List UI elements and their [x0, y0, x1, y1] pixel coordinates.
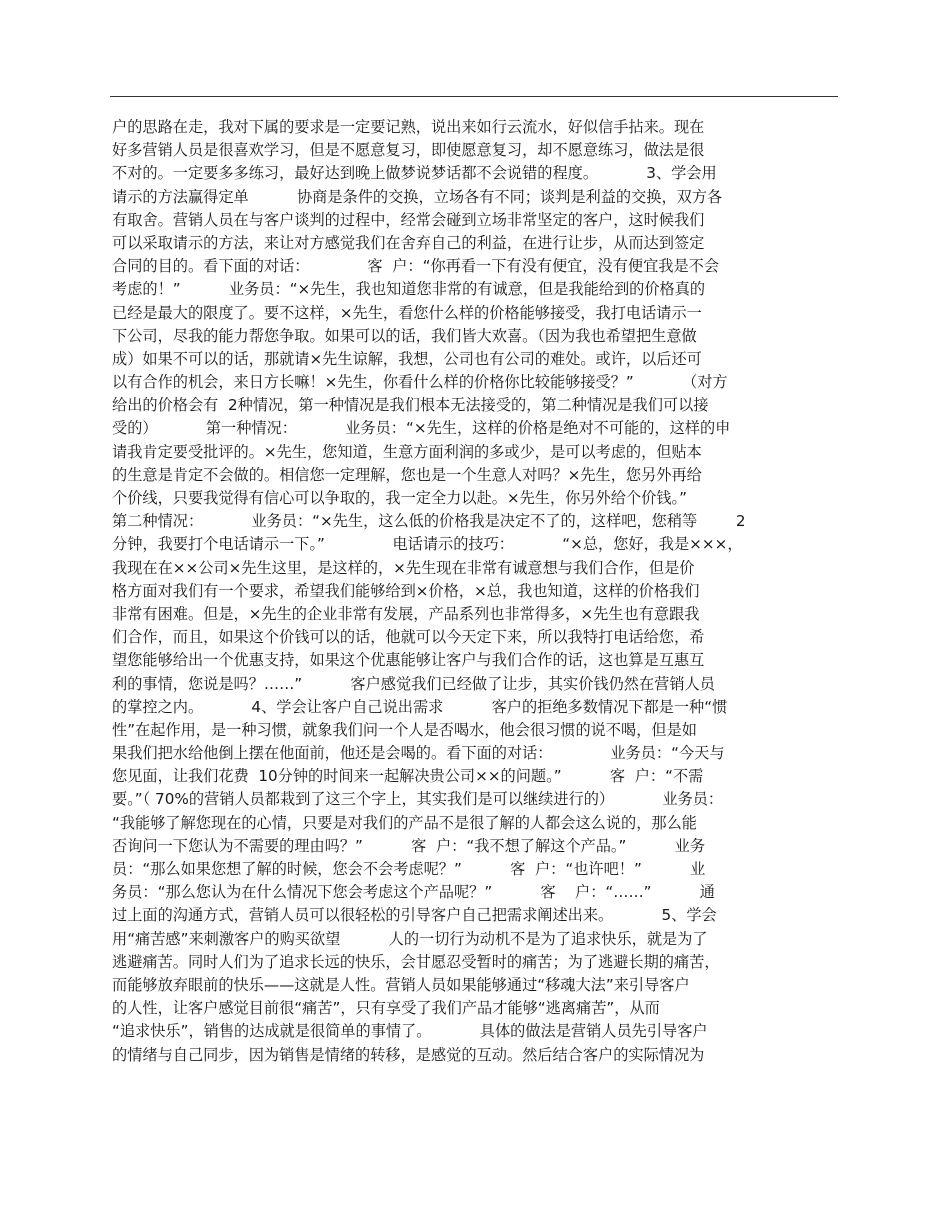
text-line: 的生意是肯定不会做的。相信您一定理解，您也是一个生意人对吗？×先生，您另外再给: [112, 465, 702, 484]
text-line: 给出的价格会有 2种情况，第一种情况是我们根本无法接受的，第二种情况是我们可以接: [112, 396, 709, 415]
text-line: 们合作，而且，如果这个价钱可以的话，他就可以今天定下来，所以我特打电话给您，希: [112, 628, 705, 647]
text-line: 否询问一下您认为不需要的理由吗？” 客 户：“我不想了解这个产品。” 业务: [112, 836, 706, 855]
text-line: 户的思路在走，我对下属的要求是一定要记熟，说出来如行云流水，好似信手拈来。现在: [112, 118, 705, 136]
text-line: 请我肯定要受批评的。×先生，您知道，生意方面利润的多或少，是可以考虑的，但贴本: [112, 442, 702, 461]
text-line: 员：“那么如果您想了解的时候，您会不会考虑呢？” 客 户：“也许吧！” 业: [112, 860, 706, 878]
text-line: 您见面，让我们花费 10分钟的时间来一起解决贵公司××的问题。” 客 户：“不需: [112, 767, 704, 786]
text-line: 望您能够给出一个优惠支持，如果这个优惠能够让客户与我们合作的话，这也算是互惠互: [112, 651, 705, 670]
text-line: “追求快乐”，销售的达成就是很简单的事情了。 具体的做法是营销人员先引导客户: [112, 1022, 708, 1041]
text-line: 非常有困难。但是，×先生的企业非常有发展，产品系列也非常得多，×先生也有意跟我: [112, 604, 700, 623]
text-line: 而能够放弃眼前的快乐——这就是人性。营销人员如果能够通过“移魂大法”来引导客户: [112, 975, 690, 994]
text-line: 可以采取请示的方法，来让对方感觉我们在舍弃自己的利益，在进行让步，从而达到签定: [112, 233, 705, 252]
text-line: 的掌控之内。 4、学会让客户自己说出需求 客户的拒绝多数情况下都是一种“惯: [112, 697, 728, 716]
text-line: 逃避痛苦。同时人们为了追求长远的快乐，会甘愿忍受暂时的痛苦；为了逃避长期的痛苦，: [112, 952, 720, 971]
text-line: 果我们把水给他倒上摆在他面前，他还是会喝的。看下面的对话： 业务员：“今天与: [112, 744, 725, 763]
text-line: 的情绪与自己同步，因为销售是情绪的转移，是感觉的互动。然后结合客户的实际情况为: [112, 1045, 705, 1064]
text-line: 受的） 第一种情况： 业务员：“×先生，这样的价格是绝对不可能的，这样的申: [112, 419, 731, 438]
text-line: 有取舍。营销人员在与客户谈判的过程中，经常会碰到立场非常坚定的客户，这时候我们: [112, 210, 705, 229]
text-line: 请示的方法赢得定单 协商是条件的交换，立场各有不同；谈判是利益的交换，双方各: [112, 187, 723, 206]
text-line: 务员：“那么您认为在什么情况下您会考虑这个产品呢？” 客 户：“……” 通: [112, 883, 715, 902]
text-line: 成）如果不可以的话，那就请×先生谅解，我想，公司也有公司的难处。或许，以后还可: [112, 349, 702, 368]
text-line: 要。”（ 70%的营销人员都栽到了这三个字上，其实我们是可以继续进行的） 业务员：: [112, 790, 724, 809]
text-line: 考虑的！” 业务员：“×先生，我也知道您非常的有诚意，但是我能给到的价格真的: [112, 280, 706, 299]
text-line: 的人性，让客户感觉目前很“痛苦”，只有享受了我们产品才能够“逃离痛苦”，从而: [112, 999, 660, 1018]
text-line: 好多营销人员是很喜欢学习，但是不愿意复习，即使愿意复习，却不愿意练习，做法是很: [112, 141, 705, 160]
text-line: 第二种情况： 业务员：“×先生，这么低的价格我是决定不了的，这样吧，您稍等 2: [112, 512, 746, 531]
text-line: 合同的目的。看下面的对话： 客 户：“你再看一下有没有便宜，没有便宜我是不会: [112, 257, 720, 276]
text-line: 性”在起作用，是一种习惯，就象我们问一个人是否喝水，他会很习惯的说不喝，但是如: [112, 720, 697, 739]
text-line: 格方面对我们有一个要求，希望我们能够给到×价格，×总，我也知道，这样的价格我们: [112, 581, 700, 600]
text-line: 用“痛苦感”来刺激客户的购买欲望 人的一切行为动机不是为了追求快乐，就是为了: [112, 929, 708, 948]
text-line: 分钟，我要打个电话请示一下。” 电话请示的技巧： “×总，您好，我是×××，: [112, 535, 743, 554]
header-divider: [110, 96, 838, 97]
text-line: 以有合作的机会，来日方长嘛！×先生，你看什么样的价格你比较能够接受？” （对方: [112, 373, 728, 392]
text-line: 已经是最大的限度了。要不这样，×先生，看您什么样的价格能够接受，我打电话请示一: [112, 303, 702, 322]
text-line: 不对的。一定要多多练习，最好达到晚上做梦说梦话都不会说错的程度。 3、学会用: [112, 164, 717, 183]
text-line: 我现在在××公司×先生这里，是这样的，×先生现在非常有诚意想与我们合作，但是价: [112, 558, 695, 577]
text-line: 下公司，尽我的能力帮您争取。如果可以的话，我们皆大欢喜。（因为我也希望把生意做: [112, 326, 697, 345]
text-line: 个价线，只要我觉得有信心可以争取的，我一定全力以赴。×先生，你另外给个价钱。”: [112, 489, 687, 507]
text-line: “我能够了解您现在的心情，只要是对我们的产品不是很了解的人都会这么说的，那么能: [112, 813, 697, 832]
document-body: [112, 116, 832, 1067]
text-line: 过上面的沟通方式，营销人员可以很轻松的引导客户自己把需求阐述出来。 5、学会: [112, 906, 717, 925]
text-line: 利的事情，您说是吗？……” 客户感觉我们已经做了让步，其实价钱仍然在营销人员: [112, 674, 715, 693]
